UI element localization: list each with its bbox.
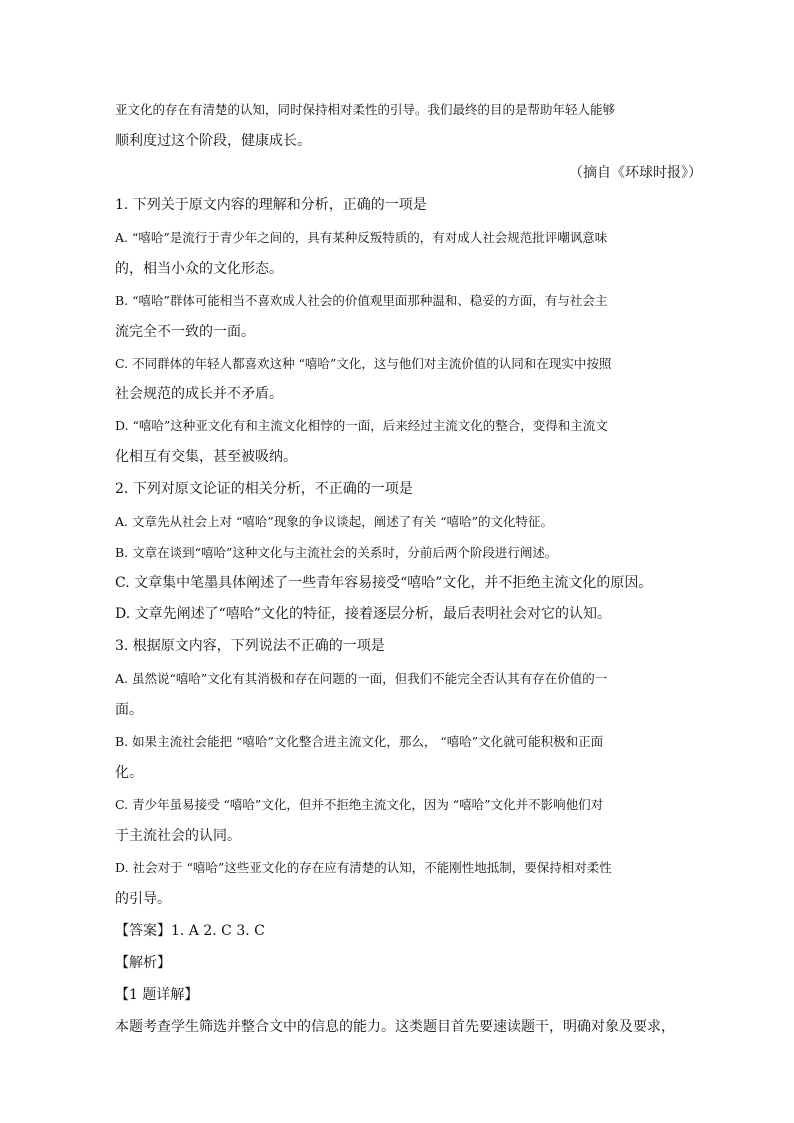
question-2-option-a: A. 文章先从社会上对 “嘻哈”现象的争议谈起，阐述了有关 “嘻哈”的文化特征。	[115, 514, 553, 529]
analysis-text-line: 本题考查学生筛选并整合文中的信息的能力。这类题目首先要速读题干，明确对象及要求，	[115, 1019, 675, 1035]
question-3-option-b-line-2: 化。	[115, 765, 143, 781]
answer-line: 【答案】1. A 2. C 3. C	[115, 923, 265, 939]
question-2-stem: 2. 下列对原文论证的相关分析，不正确的一项是	[115, 481, 413, 497]
question-1-detail-heading: 【1 题详解】	[115, 987, 199, 1003]
article-source: （摘自《环球时报》）	[569, 165, 702, 181]
question-1-stem: 1. 下列关于原文内容的理解和分析，正确的一项是	[115, 197, 427, 213]
question-3-option-a-line-2: 面。	[115, 702, 143, 718]
question-1-option-a-line-2: 的，相当小众的文化形态。	[115, 261, 283, 277]
question-3-option-d-line-2: 的引导。	[115, 891, 171, 907]
question-3-option-a-line-1: A. 虽然说“嘻哈”文化有其消极和存在问题的一面，但我们不能完全否认其有存在价值的一	[115, 671, 608, 686]
question-1-option-c-line-2: 社会规范的成长并不矛盾。	[115, 386, 283, 402]
question-3-stem: 3. 根据原文内容，下列说法不正确的一项是	[115, 638, 385, 654]
question-3-option-c-line-1: C. 青少年虽易接受 “嘻哈”文化，但并不拒绝主流文化，因为 “嘻哈”文化并不影响他们对	[115, 797, 604, 812]
question-1-option-d-line-1: D. “嘻哈”这种亚文化有和主流文化相悖的一面，后来经过主流文化的整合，变得和主流文	[115, 418, 608, 433]
intro-line-1: 亚文化的存在有清楚的认知，同时保持相对柔性的引导。我们最终的目的是帮助年轻人能够	[115, 102, 616, 117]
intro-line-2: 顺利度过这个阶段，健康成长。	[115, 133, 311, 149]
question-2-option-d: D. 文章先阐述了“嘻哈”文化的特征，接着逐层分析，最后表明社会对它的认知。	[115, 606, 611, 622]
question-2-option-b: B. 文章在谈到“嘻哈”这种文化与主流社会的关系时，分前后两个阶段进行阐述。	[115, 545, 558, 560]
question-1-option-b-line-1: B. “嘻哈”群体可能相当不喜欢成人社会的价值观里面那种温和、稳妥的方面，有与社会主	[115, 293, 608, 308]
question-1-option-b-line-2: 流完全不一致的一面。	[115, 324, 255, 340]
analysis-heading: 【解析】	[115, 955, 171, 971]
question-2-option-c: C. 文章集中笔墨具体阐述了一些青年容易接受“嘻哈”文化，并不拒绝主流文化的原因。	[115, 575, 653, 591]
question-1-option-a-line-1: A. “嘻哈”是流行于青少年之间的，具有某种反叛特质的，有对成人社会规范批评嘲讽意味	[115, 230, 608, 245]
question-3-option-d-line-1: D. 社会对于 “嘻哈”这些亚文化的存在应有清楚的认知，不能刚性地抵制，要保持相对柔性	[115, 860, 612, 875]
question-1-option-d-line-2: 化相互有交集，甚至被吸纳。	[115, 449, 297, 465]
question-3-option-b-line-1: B. 如果主流社会能把 “嘻哈”文化整合进主流文化，那么， “嘻哈”文化就可能积极和正面	[115, 734, 604, 749]
question-1-option-c-line-1: C. 不同群体的年轻人都喜欢这种 “嘻哈”文化，这与他们对主流价值的认同和在现实中按照	[115, 356, 612, 371]
question-3-option-c-line-2: 于主流社会的认同。	[115, 828, 241, 844]
